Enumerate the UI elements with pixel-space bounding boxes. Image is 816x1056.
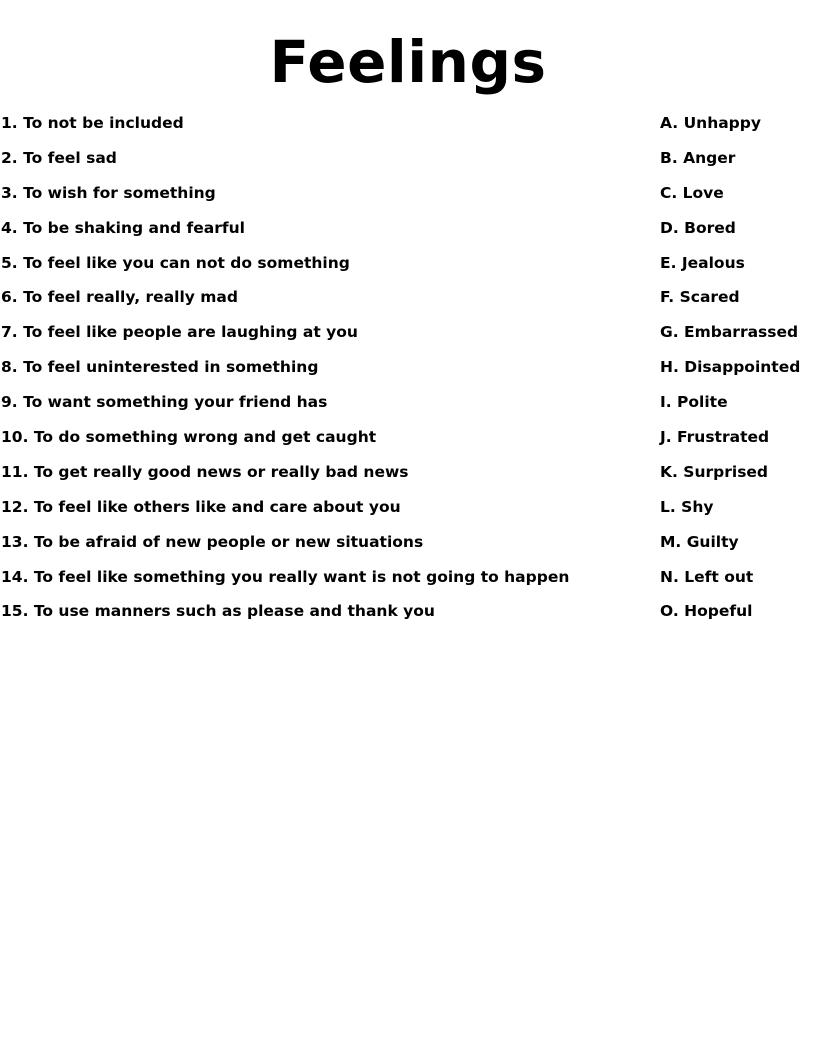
description-item: 13. To be afraid of new people or new situations: [1, 532, 424, 551]
page-title: Feelings: [269, 28, 547, 96]
description-item: 6. To feel really, really mad: [1, 288, 238, 307]
description-item: 15. To use manners such as please and thank you: [1, 602, 435, 621]
description-item: 4. To be shaking and fearful: [1, 218, 245, 237]
feeling-item: E. Jealous: [660, 253, 745, 272]
feeling-item: G. Embarrassed: [660, 323, 799, 342]
description-item: 9. To want something your friend has: [1, 393, 328, 412]
description-item: 12. To feel like others like and care about you: [1, 497, 401, 516]
description-item: 1. To not be included: [1, 114, 184, 132]
feeling-item: I. Polite: [660, 393, 728, 412]
feeling-list: [660, 113, 816, 636]
feeling-item: M. Guilty: [660, 532, 739, 551]
description-item: 3. To wish for something: [1, 183, 216, 202]
description-list: [1, 113, 641, 636]
description-item: 2. To feel sad: [1, 148, 117, 167]
description-item: 8. To feel uninterested in something: [1, 358, 319, 377]
description-item: 7. To feel like people are laughing at you: [1, 323, 358, 342]
feeling-item: K. Surprised: [660, 462, 769, 481]
feeling-item: C. Love: [660, 183, 724, 202]
feeling-item: F. Scared: [660, 288, 740, 307]
feeling-item: N. Left out: [660, 567, 754, 586]
description-item: 5. To feel like you can not do something: [1, 253, 350, 272]
description-item: 11. To get really good news or really bad news: [1, 462, 409, 481]
feeling-item: D. Bored: [660, 218, 736, 237]
feeling-item: O. Hopeful: [660, 602, 753, 621]
feeling-item: J. Frustrated: [660, 428, 770, 447]
feeling-item: B. Anger: [660, 148, 736, 167]
feeling-item: A. Unhappy: [660, 114, 761, 132]
description-item: 10. To do something wrong and get caught: [1, 428, 377, 447]
description-item: 14. To feel like something you really want is not going to happen: [1, 567, 570, 586]
feeling-item: H. Disappointed: [660, 358, 801, 377]
feeling-item: L. Shy: [660, 497, 714, 516]
